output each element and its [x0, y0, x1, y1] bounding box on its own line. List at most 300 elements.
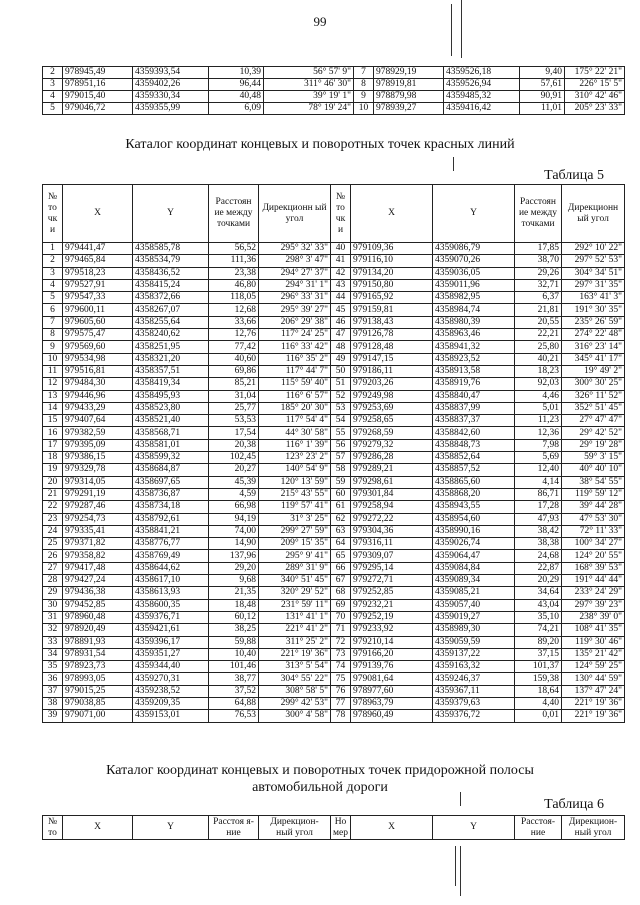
table-cell: 7	[43, 316, 63, 328]
table-cell: 119° 59' 12"	[562, 488, 625, 500]
table-cell: 4359376,72	[433, 710, 515, 722]
table-cell: 4358841,21	[133, 525, 209, 537]
table-cell: 21	[43, 488, 63, 500]
table-row	[43, 304, 625, 316]
table-cell: 4358436,52	[133, 267, 209, 279]
table-cell: 4359376,71	[133, 611, 209, 623]
column-header: Расстоя я-ние	[209, 816, 259, 840]
table-cell: 979287,46	[63, 501, 133, 513]
table-cell: 298° 3' 47"	[259, 255, 331, 267]
page-number: 99	[313, 14, 327, 29]
table-cell: 4358852,64	[433, 452, 515, 464]
table-cell: 78	[331, 710, 351, 722]
table-row	[43, 624, 625, 636]
table-cell: 29° 19' 28"	[562, 439, 625, 451]
column-header: Расстоян ие между точками	[515, 185, 562, 243]
table-cell: 69	[331, 599, 351, 611]
roadside-table	[42, 815, 625, 840]
table-cell: 40,60	[209, 353, 259, 365]
table-cell: 4358837,99	[433, 402, 515, 414]
table-cell: 14	[43, 402, 63, 414]
table-cell: 978919,81	[374, 79, 444, 91]
table-cell: 19	[43, 464, 63, 476]
table-cell: 4359011,96	[433, 279, 515, 291]
table-row	[43, 599, 625, 611]
table-cell: 23	[43, 513, 63, 525]
table-cell: 50	[331, 365, 351, 377]
table-cell: 20,29	[515, 575, 562, 587]
column-header: Дирекционн ый угол	[562, 185, 625, 243]
table-cell: 71	[331, 624, 351, 636]
table-cell: 979210,14	[351, 636, 433, 648]
table-cell: 29,20	[209, 562, 259, 574]
table-cell: 0,01	[515, 710, 562, 722]
table-cell: 40,21	[515, 353, 562, 365]
table-cell: 10,39	[209, 67, 264, 79]
table-cell: 300° 30' 25"	[562, 378, 625, 390]
table-row	[43, 427, 625, 439]
table-cell: 979358,82	[63, 550, 133, 562]
table-cell: 140° 54' 9"	[259, 464, 331, 476]
table-row	[43, 390, 625, 402]
table-cell: 274° 22' 48"	[562, 329, 625, 341]
table-cell: 29	[43, 587, 63, 599]
table-cell: 5,69	[515, 452, 562, 464]
table-cell: 116° 1' 39"	[259, 439, 331, 451]
table-cell: 74,00	[209, 525, 259, 537]
table-cell: 9,68	[209, 575, 259, 587]
column-header: X	[351, 185, 433, 243]
table-cell: 979128,48	[351, 341, 433, 353]
table-cell: 18,48	[209, 599, 259, 611]
table-cell: 4359089,34	[433, 575, 515, 587]
table-cell: 4359379,63	[433, 697, 515, 709]
table-cell: 4359270,31	[133, 673, 209, 685]
table-cell: 6,09	[209, 103, 264, 115]
table-cell: 67	[331, 575, 351, 587]
section-title-red-lines: Каталог координат концевых и поворотных точек красных линий	[125, 137, 515, 152]
table-cell: 979569,60	[63, 341, 133, 353]
table-cell: 28	[43, 575, 63, 587]
table-cell: 17,54	[209, 427, 259, 439]
table-cell: 978923,73	[63, 661, 133, 673]
table-cell: 4359526,94	[444, 79, 520, 91]
table-cell: 2	[43, 67, 63, 79]
table-cell: 295° 9' 41"	[259, 550, 331, 562]
table-cell: 205° 23' 33"	[565, 103, 625, 115]
table-cell: 4358919,76	[433, 378, 515, 390]
table-cell: 304° 34' 51"	[562, 267, 625, 279]
table-cell: 111,36	[209, 255, 259, 267]
table-cell: 979441,47	[63, 243, 133, 255]
table-cell: 979395,09	[63, 439, 133, 451]
table-cell: 4,14	[515, 476, 562, 488]
table-cell: 326° 11' 52"	[562, 390, 625, 402]
table-cell: 1	[43, 243, 63, 255]
table-cell: 96,44	[209, 79, 264, 91]
table-cell: 56,52	[209, 243, 259, 255]
table-cell: 53,53	[209, 415, 259, 427]
table-cell: 18,23	[515, 365, 562, 377]
table-cell: 310° 42' 46"	[565, 91, 625, 103]
table-cell: 92,03	[515, 378, 562, 390]
table-cell: 43,04	[515, 599, 562, 611]
table-cell: 4358848,73	[433, 439, 515, 451]
table-cell: 116° 6' 57"	[259, 390, 331, 402]
table-cell: 23,38	[209, 267, 259, 279]
table-cell: 22	[43, 501, 63, 513]
table-cell: 12	[43, 378, 63, 390]
table-cell: 4359163,32	[433, 661, 515, 673]
table-cell: 979304,36	[351, 525, 433, 537]
table-cell: 78° 19' 24"	[264, 103, 354, 115]
scan-mark-bottom	[460, 792, 461, 806]
table-cell: 17,28	[515, 501, 562, 513]
table-cell: 4359485,32	[444, 91, 520, 103]
table-cell: 979233,92	[351, 624, 433, 636]
table-cell: 4359421,61	[133, 624, 209, 636]
table-row	[43, 587, 625, 599]
table-cell: 8	[354, 79, 374, 91]
table-cell: 3	[43, 267, 63, 279]
table-cell: 168° 39' 53"	[562, 562, 625, 574]
table-row	[43, 697, 625, 709]
table-row	[43, 292, 625, 304]
table-row	[43, 267, 625, 279]
table-cell: 221° 19' 36"	[562, 697, 625, 709]
section-title-roadside-line1: Каталог координат концевых и поворотных точек придорожной полосы	[106, 763, 534, 778]
table-cell: 5,01	[515, 402, 562, 414]
table-cell: 51	[331, 378, 351, 390]
column-header: Но мер	[331, 816, 351, 840]
table-row	[43, 365, 625, 377]
table-cell: 4358868,20	[433, 488, 515, 500]
table-cell: 4359059,59	[433, 636, 515, 648]
table-row	[43, 476, 625, 488]
table-cell: 27° 47' 47"	[562, 415, 625, 427]
table-cell: 978960,49	[351, 710, 433, 722]
table-cell: 978945,49	[63, 67, 133, 79]
table-cell: 4359330,34	[133, 91, 209, 103]
table-cell: 40° 40' 10"	[562, 464, 625, 476]
table-cell: 20,27	[209, 464, 259, 476]
table-cell: 979015,40	[63, 91, 133, 103]
table-cell: 3	[43, 79, 63, 91]
table-cell: 116° 35' 2"	[259, 353, 331, 365]
table-cell: 66,98	[209, 501, 259, 513]
table-cell: 979484,30	[63, 378, 133, 390]
table-row	[43, 661, 625, 673]
table-cell: 74,21	[515, 624, 562, 636]
table-cell: 7	[354, 67, 374, 79]
table-cell: 12,36	[515, 427, 562, 439]
table-cell: 4,46	[515, 390, 562, 402]
table-cell: 40	[331, 243, 351, 255]
red-lines-table	[42, 184, 625, 723]
table-cell: 4358613,93	[133, 587, 209, 599]
table-cell: 25,80	[515, 341, 562, 353]
table-cell: 9	[43, 341, 63, 353]
table-cell: 978879,98	[374, 91, 444, 103]
table-cell: 979272,22	[351, 513, 433, 525]
table-cell: 101,37	[515, 661, 562, 673]
table-cell: 4358599,32	[133, 452, 209, 464]
table-cell: 77	[331, 697, 351, 709]
table-cell: 13	[43, 390, 63, 402]
table-row	[43, 648, 625, 660]
table-cell: 979254,73	[63, 513, 133, 525]
table-cell: 185° 20' 30"	[259, 402, 331, 414]
table-cell: 4358734,18	[133, 501, 209, 513]
table-cell: 62	[331, 513, 351, 525]
table-cell: 233° 24' 29"	[562, 587, 625, 599]
table-cell: 979252,85	[351, 587, 433, 599]
table-cell: 29° 42' 52"	[562, 427, 625, 439]
scan-mark-lower-2	[460, 846, 461, 896]
table-row	[43, 353, 625, 365]
table-cell: 4359086,79	[433, 243, 515, 255]
table-cell: 979134,20	[351, 267, 433, 279]
table-row	[43, 103, 625, 115]
table-row	[43, 562, 625, 574]
table-cell: 124° 59' 25"	[562, 661, 625, 673]
table-cell: 979165,92	[351, 292, 433, 304]
table-cell: 295° 39' 27"	[259, 304, 331, 316]
table-cell: 102,45	[209, 452, 259, 464]
table-cell: 4358954,60	[433, 513, 515, 525]
table-cell: 20,55	[515, 316, 562, 328]
table-cell: 221° 41' 2"	[259, 624, 331, 636]
table-cell: 295° 32' 33"	[259, 243, 331, 255]
column-header: Y	[133, 185, 209, 243]
column-header: Y	[133, 816, 209, 840]
column-header: № то чк и	[43, 185, 63, 243]
table-cell: 4358857,52	[433, 464, 515, 476]
table-cell: 300° 4' 58"	[259, 710, 331, 722]
table-cell: 59,88	[209, 636, 259, 648]
table-cell: 4358568,71	[133, 427, 209, 439]
table-cell: 39	[43, 710, 63, 722]
table-cell: 75	[331, 673, 351, 685]
table-cell: 4359153,01	[133, 710, 209, 722]
table-row	[43, 67, 625, 79]
table-cell: 4359402,26	[133, 79, 209, 91]
table-cell: 29,26	[515, 267, 562, 279]
table-cell: 32,71	[515, 279, 562, 291]
table-row	[43, 402, 625, 414]
table-cell: 9,40	[520, 67, 565, 79]
table-row	[43, 513, 625, 525]
table-cell: 979433,29	[63, 402, 133, 414]
table-cell: 979150,80	[351, 279, 433, 291]
table-cell: 4358372,66	[133, 292, 209, 304]
table-cell: 979046,72	[63, 103, 133, 115]
scan-mark-lower	[455, 846, 456, 886]
table-cell: 320° 29' 52"	[259, 587, 331, 599]
table-cell: 316° 23' 14"	[562, 341, 625, 353]
table-cell: 979109,36	[351, 243, 433, 255]
table-row	[43, 279, 625, 291]
table-cell: 4359396,17	[133, 636, 209, 648]
table5-label: Таблица 5	[544, 168, 604, 183]
table-cell: 38,77	[209, 673, 259, 685]
table-cell: 25,77	[209, 402, 259, 414]
table-row	[43, 452, 625, 464]
table-cell: 4	[43, 91, 63, 103]
table-cell: 72° 11' 33"	[562, 525, 625, 537]
table-cell: 116° 33' 42"	[259, 341, 331, 353]
table-cell: 352° 51' 45"	[562, 402, 625, 414]
table-cell: 45	[331, 304, 351, 316]
table-cell: 159,38	[515, 673, 562, 685]
table-cell: 74	[331, 661, 351, 673]
table-cell: 101,46	[209, 661, 259, 673]
table-cell: 979295,14	[351, 562, 433, 574]
table-cell: 979298,61	[351, 476, 433, 488]
table-cell: 979518,23	[63, 267, 133, 279]
table-cell: 979309,07	[351, 550, 433, 562]
table-cell: 27	[43, 562, 63, 574]
table-cell: 4359019,27	[433, 611, 515, 623]
table-cell: 89,20	[515, 636, 562, 648]
table-cell: 11,01	[520, 103, 565, 115]
table-cell: 57	[331, 452, 351, 464]
table-cell: 34,64	[515, 587, 562, 599]
scan-mark-mid	[453, 157, 454, 171]
table-row	[43, 439, 625, 451]
table-cell: 32	[43, 624, 63, 636]
table-cell: 4358255,64	[133, 316, 209, 328]
table-cell: 979316,11	[351, 538, 433, 550]
table-cell: 979116,10	[351, 255, 433, 267]
table-cell: 6,37	[515, 292, 562, 304]
table-cell: 294° 27' 37"	[259, 267, 331, 279]
table-cell: 53	[331, 402, 351, 414]
table-cell: 18,64	[515, 685, 562, 697]
table-cell: 21,81	[515, 304, 562, 316]
table-row	[43, 329, 625, 341]
table-row	[43, 255, 625, 267]
table-cell: 4358415,24	[133, 279, 209, 291]
table-cell: 979147,15	[351, 353, 433, 365]
table-cell: 4	[43, 279, 63, 291]
table-cell: 4358697,65	[133, 476, 209, 488]
table-cell: 4359393,54	[133, 67, 209, 79]
table-cell: 41	[331, 255, 351, 267]
table-cell: 72	[331, 636, 351, 648]
table-cell: 63	[331, 525, 351, 537]
table-cell: 4358523,80	[133, 402, 209, 414]
table-cell: 47,93	[515, 513, 562, 525]
table-cell: 978931,54	[63, 648, 133, 660]
column-header: X	[63, 816, 133, 840]
scan-mark-top-2	[461, 0, 462, 58]
column-header: X	[63, 185, 133, 243]
table-cell: 4358736,87	[133, 488, 209, 500]
table-cell: 4358943,55	[433, 501, 515, 513]
table-cell: 4359064,47	[433, 550, 515, 562]
table-cell: 117° 24' 25"	[259, 329, 331, 341]
table-cell: 979038,85	[63, 697, 133, 709]
table-cell: 4359238,52	[133, 685, 209, 697]
table-cell: 37,52	[209, 685, 259, 697]
table-cell: 191° 30' 35"	[562, 304, 625, 316]
table-row	[43, 464, 625, 476]
table-cell: 979258,94	[351, 501, 433, 513]
table-cell: 61	[331, 501, 351, 513]
table-row	[43, 673, 625, 685]
table-cell: 26	[43, 550, 63, 562]
table-cell: 979575,47	[63, 329, 133, 341]
table-cell: 49	[331, 353, 351, 365]
table-cell: 37	[43, 685, 63, 697]
table-cell: 123° 23' 2"	[259, 452, 331, 464]
table-cell: 4358251,95	[133, 341, 209, 353]
table-cell: 2	[43, 255, 63, 267]
table-cell: 4,59	[209, 488, 259, 500]
table-cell: 221° 19' 36"	[259, 648, 331, 660]
table-cell: 979186,11	[351, 365, 433, 377]
table-cell: 4359084,84	[433, 562, 515, 574]
table-cell: 9	[354, 91, 374, 103]
table-cell: 4358419,34	[133, 378, 209, 390]
table-cell: 4359137,22	[433, 648, 515, 660]
table-cell: 22,21	[515, 329, 562, 341]
column-header: Расстоя- ние	[515, 816, 562, 840]
table-cell: 978929,19	[374, 67, 444, 79]
scan-mark-top	[451, 4, 452, 56]
table-cell: 979527,91	[63, 279, 133, 291]
table-cell: 4358941,32	[433, 341, 515, 353]
table-cell: 979166,20	[351, 648, 433, 660]
table-cell: 979465,84	[63, 255, 133, 267]
table-cell: 69,86	[209, 365, 259, 377]
table-cell: 4358990,16	[433, 525, 515, 537]
table-cell: 44	[331, 292, 351, 304]
column-header: Y	[433, 185, 515, 243]
table-cell: 978891,93	[63, 636, 133, 648]
column-header: X	[351, 816, 433, 840]
table-cell: 979159,81	[351, 304, 433, 316]
table-cell: 4358837,37	[433, 415, 515, 427]
table-row	[43, 501, 625, 513]
table-cell: 38° 54' 55"	[562, 476, 625, 488]
table-row	[43, 341, 625, 353]
table-row	[43, 415, 625, 427]
table-cell: 14,90	[209, 538, 259, 550]
table-cell: 115° 59' 40"	[259, 378, 331, 390]
table-cell: 191° 44' 44"	[562, 575, 625, 587]
table-cell: 4358769,49	[133, 550, 209, 562]
table-cell: 308° 58' 5"	[259, 685, 331, 697]
table-cell: 299° 42' 53"	[259, 697, 331, 709]
table-cell: 4358534,79	[133, 255, 209, 267]
table-cell: 296° 33' 31"	[259, 292, 331, 304]
table-row	[43, 79, 625, 91]
table-cell: 17,85	[515, 243, 562, 255]
table-cell: 4359246,37	[433, 673, 515, 685]
table-cell: 979126,78	[351, 329, 433, 341]
table-cell: 979371,82	[63, 538, 133, 550]
table-cell: 55	[331, 427, 351, 439]
table-cell: 66	[331, 562, 351, 574]
table-cell: 4358521,40	[133, 415, 209, 427]
table-cell: 42	[331, 267, 351, 279]
table-cell: 4358984,74	[433, 304, 515, 316]
table-cell: 4359526,18	[444, 67, 520, 79]
table-cell: 46	[331, 316, 351, 328]
table-cell: 979289,21	[351, 464, 433, 476]
